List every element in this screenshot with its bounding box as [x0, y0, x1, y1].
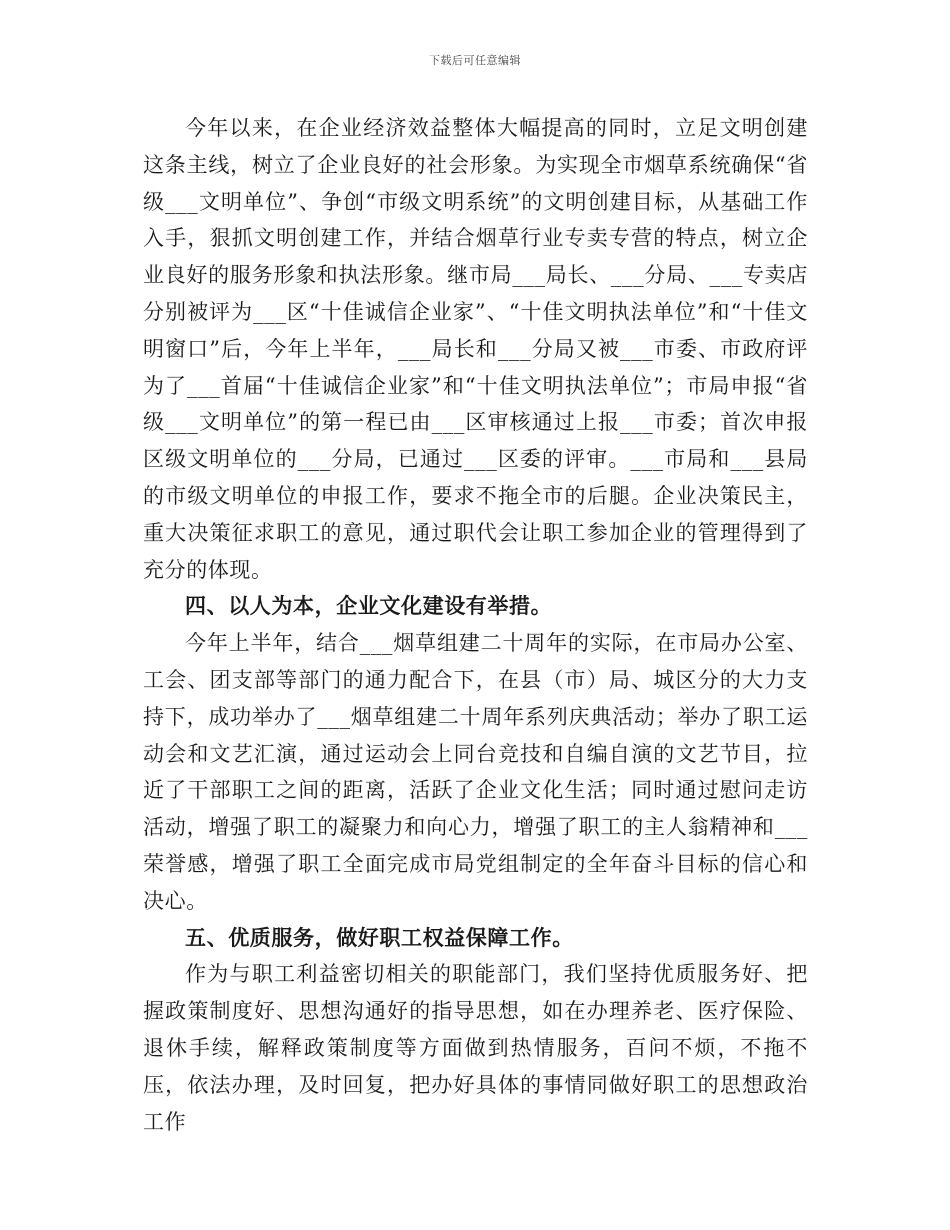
- body-paragraph: 作为与职工利益密切相关的职能部门，我们坚持优质服务好、把握政策制度好、思想沟通好的指导思想，如在办理养老、医疗保险、退休手续，解释政策制度等方面做到热情服务，百问不烦，不拖不压，依法办理，及时回复，把办好具体的事情同做好职工的思想政治工作: [143, 962, 808, 1134]
- section-heading: 五、优质服务，做好职工权益保障工作。: [185, 925, 574, 950]
- body-paragraph: 今年上半年，结合___烟草组建二十周年的实际，在市局办公室、工会、团支部等部门的通力配合下，在县（市）局、城区分的大力支持下，成功举办了___烟草组建二十周年系列庆典活动；举办了职工运动会和文艺汇演，通过运动会上同台竞技和自编自演的文艺节目，拉近了干部职工之间的距离，活跃了企业文化生活；同时通过慰问走访活动，增强了职工的凝聚力和向心力，增强了职工的主人翁精神和___荣誉感，增强了职工全面完成市局党组制定的全年奋斗目标的信心和决心。: [143, 631, 808, 913]
- body-paragraph: 今年以来，在企业经济效益整体大幅提高的同时，立足文明创建这条主线，树立了企业良好的社会形象。为实现全市烟草系统确保“省级___文明单位”、争创“市级文明系统”的文明创建目标，从基础工作入手，狠抓文明创建工作，并结合烟草行业专卖专营的特点，树立企业良好的服务形象和执法形象。继市局___局长、___分局、___专卖店分别被评为___区“十佳诚信企业家”、“十佳文明执法单位”和“十佳文明窗口”后，今年上半年，___局长和___分局又被___市委、市政府评为了___首届“十佳诚信企业家”和“十佳文明执法单位”；市局申报“省级___文明单位”的第一程已由___区审核通过上报___市委；首次申报区级文明单位的___分局，已通过___区委的评审。___市局和___县局的市级文明单位的申报工作，要求不拖全市的后腿。企业决策民主，重大决策征求职工的意见，通过职代会让职工参加企业的管理得到了充分的体现。: [143, 116, 808, 582]
- document-body: [143, 110, 808, 1140]
- page-header: 下载后可任意编辑: [429, 54, 521, 67]
- section-heading: 四、以人为本，企业文化建设有举措。: [185, 594, 553, 619]
